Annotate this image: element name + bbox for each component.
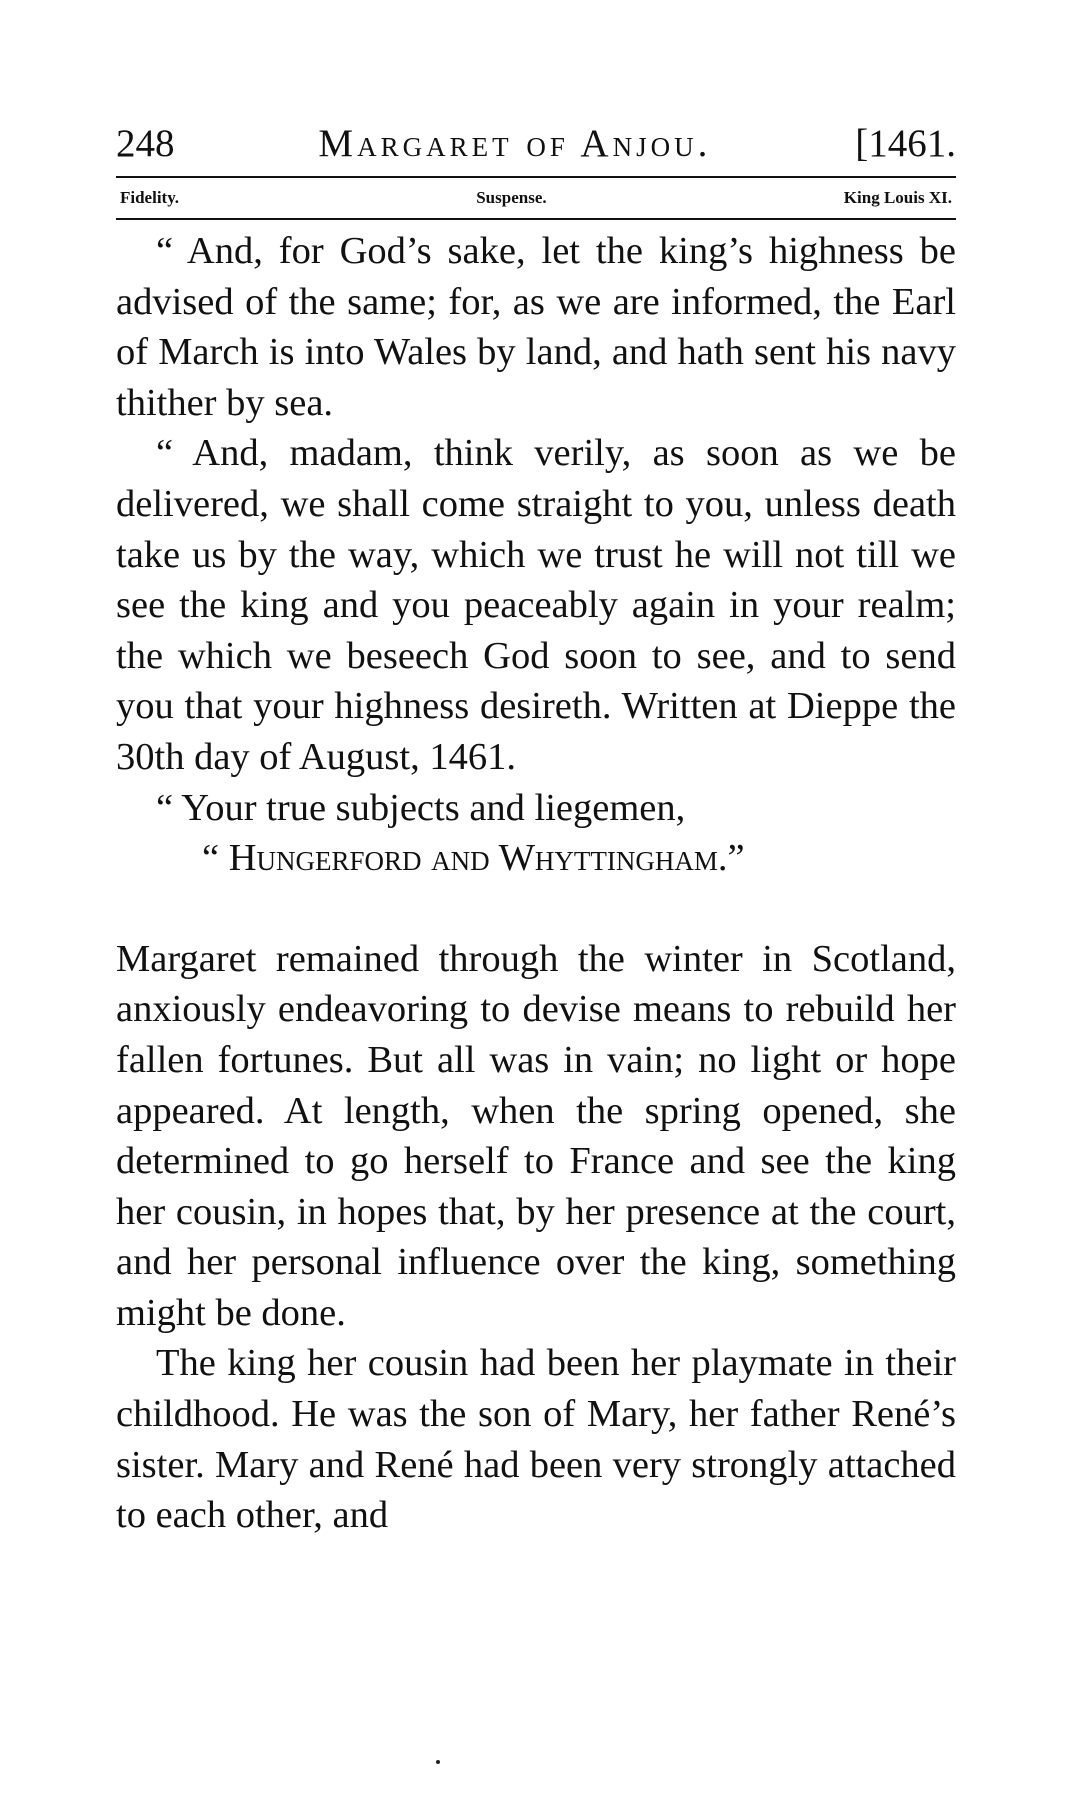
subhead-right: King Louis XI. (843, 188, 952, 207)
subhead-left: Fidelity. (120, 188, 180, 207)
letter-closing: “ Your true subjects and liegemen, (156, 786, 686, 829)
letter-paragraph: “ And, madam, think verily, as soon as we be delivered, we shall come straight to you, unless death take us by the way, which we trust he will not till we see the king and you peaceably again in your realm; the which we beseech God soon to see, and to send you that your highness desireth. Written at Dieppe the 30th day of August, 1461. (116, 432, 956, 778)
letter-paragraph: “ And, for God’s sake, let the king’s highness be advised of the same; for, as we are informed, the Earl of March is into Wales by land, and hath sent his navy thither by sea. (116, 230, 956, 424)
running-head (116, 118, 956, 176)
footer-dot (436, 1760, 440, 1764)
page-number: 248 (116, 122, 175, 165)
book-page (116, 118, 956, 1541)
marginal-subheads (116, 178, 956, 218)
running-year: [1461. (855, 122, 956, 165)
body-text (116, 226, 956, 1541)
letter-signature: “ Hungerford and Whyttingham.” (202, 837, 745, 880)
section-gap (116, 884, 956, 934)
running-title: Margaret of Anjou. (318, 122, 712, 165)
subhead-center: Suspense. (476, 188, 547, 207)
narrative-paragraph: Margaret remained through the winter in Scotland, anxiously endeavoring to devise means to rebuild her fallen fortunes. But all was in vain; no light or hope appeared. At length, when the spring opened, she determined to go herself to France and see the king her cousin, in hopes that, by her presence at the court, and her personal influence over the king, something might be done. (116, 937, 956, 1334)
header-rule-bottom (116, 218, 956, 220)
narrative-paragraph: The king her cousin had been her playmate in their childhood. He was the son of Mary, her father René’s sister. Mary and René had been very strongly attached to each other, and (116, 1342, 956, 1537)
